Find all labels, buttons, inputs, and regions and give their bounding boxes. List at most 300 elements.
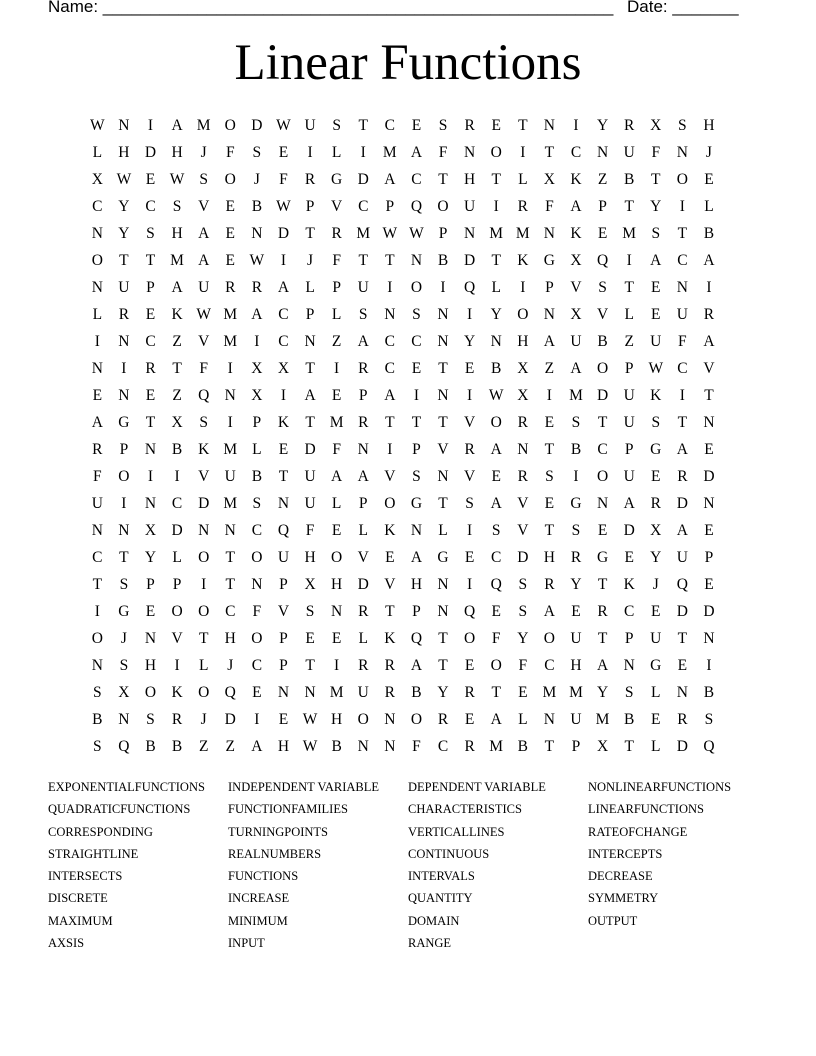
grid-letter: C <box>145 333 156 350</box>
grid-letter: I <box>626 252 632 269</box>
grid-letter: K <box>650 387 662 404</box>
grid-letter: U <box>570 333 582 350</box>
grid-letter: L <box>305 279 315 296</box>
grid-letter: E <box>544 414 555 431</box>
grid-letter: C <box>624 603 635 620</box>
grid-letter: E <box>491 468 501 485</box>
grid-letter: S <box>412 468 421 485</box>
grid-letter: S <box>92 738 102 755</box>
grid-letter: A <box>251 306 263 323</box>
grid-letter: C <box>384 360 395 377</box>
grid-letter: D <box>144 144 157 161</box>
grid-letter: T <box>119 252 129 269</box>
grid-letter: R <box>358 657 369 674</box>
grid-letter: I <box>520 279 526 296</box>
grid-letter: K <box>171 684 183 701</box>
grid-letter: C <box>491 549 502 566</box>
grid-letter: T <box>305 360 315 377</box>
grid-letter: A <box>623 495 635 512</box>
grid-letter: M <box>223 333 238 350</box>
grid-letter: R <box>384 657 395 674</box>
grid-letter: P <box>598 198 607 215</box>
grid-letter: T <box>624 738 634 755</box>
grid-letter: N <box>703 495 715 512</box>
grid-letter: K <box>517 252 529 269</box>
grid-letter: T <box>544 522 555 539</box>
grid-letter: N <box>703 630 715 647</box>
grid-letter: N <box>251 225 263 242</box>
grid-letter: O <box>464 630 476 647</box>
word-list-item: INPUT <box>228 936 265 951</box>
grid-letter: Z <box>172 333 182 350</box>
word-list-item: OUTPUT <box>588 913 638 928</box>
grid-letter: G <box>331 171 343 188</box>
grid-letter: P <box>412 603 421 620</box>
grid-row <box>84 382 744 409</box>
grid-letter: Q <box>410 198 423 215</box>
grid-letter: V <box>198 198 210 215</box>
grid-letter: I <box>573 468 579 485</box>
grid-letter: D <box>277 225 290 242</box>
grid-letter: V <box>277 603 290 620</box>
grid-letter: A <box>198 225 210 242</box>
grid-letter: E <box>385 549 395 566</box>
grid-letter: W <box>302 738 318 755</box>
grid-letter: S <box>704 711 714 728</box>
grid-letter: T <box>438 657 448 674</box>
grid-letter: W <box>648 360 664 377</box>
grid-letter: I <box>307 144 313 161</box>
grid-letter: C <box>597 441 608 458</box>
grid-letter: X <box>277 360 290 377</box>
grid-letter: H <box>331 576 343 593</box>
grid-letter: N <box>118 117 130 134</box>
grid-row <box>84 652 744 679</box>
grid-letter: C <box>145 198 156 215</box>
grid-letter: I <box>94 603 100 620</box>
grid-letter: N <box>251 576 263 593</box>
grid-letter: U <box>118 279 130 296</box>
grid-letter: E <box>651 711 661 728</box>
grid-letter: E <box>411 117 422 134</box>
grid-letter: Q <box>118 738 130 755</box>
grid-letter: P <box>571 738 581 755</box>
grid-letter: P <box>332 279 341 296</box>
grid-letter: M <box>329 684 344 701</box>
grid-letter: I <box>440 279 446 296</box>
grid-letter: D <box>171 522 183 539</box>
grid-letter: F <box>518 657 528 674</box>
grid-letter: E <box>252 684 262 701</box>
grid-letter: I <box>387 441 393 458</box>
grid-letter: B <box>437 252 449 269</box>
grid-letter: T <box>438 171 448 188</box>
grid-letter: M <box>356 225 371 242</box>
grid-letter: P <box>146 576 155 593</box>
grid-letter: P <box>305 198 315 215</box>
word-list-item: FUNCTIONS <box>228 869 299 884</box>
word-list-item: MAXIMUM <box>48 913 113 928</box>
grid-letter: N <box>596 144 609 161</box>
grid-letter: I <box>467 387 473 404</box>
grid-letter: C <box>358 198 369 215</box>
grid-letter: R <box>624 117 635 134</box>
grid-letter: E <box>278 711 289 728</box>
grid-letter: C <box>544 657 555 674</box>
grid-letter: F <box>305 522 315 539</box>
grid-letter: P <box>624 360 634 377</box>
grid-letter: A <box>304 387 316 404</box>
grid-letter: Y <box>118 198 130 215</box>
grid-letter: O <box>251 630 263 647</box>
grid-letter: S <box>598 279 607 296</box>
grid-letter: T <box>92 576 103 593</box>
grid-letter: X <box>91 171 103 188</box>
grid-letter: A <box>384 387 396 404</box>
grid-letter: M <box>595 711 610 728</box>
grid-letter: T <box>172 360 182 377</box>
grid-letter: R <box>464 684 475 701</box>
grid-letter: A <box>543 603 555 620</box>
grid-letter: N <box>676 684 688 701</box>
grid-letter: E <box>225 225 235 242</box>
word-list-item: INDEPENDENT VARIABLE <box>228 780 380 794</box>
word-list-item: INTERSECTS <box>48 869 123 884</box>
grid-letter: N <box>277 684 290 701</box>
grid-letter: A <box>410 144 423 161</box>
grid-letter: S <box>199 414 208 431</box>
grid-letter: P <box>279 630 288 647</box>
grid-letter: Y <box>570 576 582 593</box>
grid-letter: L <box>651 684 661 701</box>
grid-letter: A <box>543 333 555 350</box>
grid-letter: N <box>437 306 449 323</box>
grid-letter: W <box>302 711 318 728</box>
grid-letter: S <box>332 117 341 134</box>
grid-letter: L <box>358 522 368 539</box>
grid-letter: Q <box>410 630 423 647</box>
grid-letter: N <box>118 333 130 350</box>
grid-letter: Y <box>490 306 502 323</box>
grid-row <box>84 436 744 463</box>
grid-letter: R <box>517 414 528 431</box>
grid-letter: S <box>545 468 554 485</box>
grid-letter: G <box>570 495 582 512</box>
grid-letter: R <box>171 711 183 728</box>
grid-letter: V <box>437 441 449 458</box>
grid-letter: U <box>623 414 635 431</box>
grid-letter: E <box>597 225 608 242</box>
grid-letter: D <box>703 468 715 485</box>
grid-letter: S <box>491 522 501 539</box>
grid-letter: N <box>91 279 103 296</box>
grid-letter: N <box>331 603 343 620</box>
grid-letter: A <box>410 657 423 674</box>
grid-letter: I <box>360 144 366 161</box>
grid-letter: E <box>411 360 422 377</box>
grid-letter: V <box>464 468 476 485</box>
grid-letter: U <box>650 630 662 647</box>
grid-letter: T <box>677 630 688 647</box>
word-list-item: CONTINUOUS <box>408 846 490 861</box>
grid-letter: M <box>569 387 583 404</box>
grid-letter: R <box>544 576 555 593</box>
grid-letter: I <box>546 387 552 404</box>
grid-letter: K <box>384 630 396 647</box>
grid-letter: B <box>597 333 608 350</box>
grid-letter: I <box>227 360 233 377</box>
grid-letter: O <box>224 171 236 188</box>
grid-row <box>84 598 744 625</box>
grid-letter: E <box>278 441 289 458</box>
grid-letter: I <box>706 279 712 296</box>
grid-letter: I <box>573 117 579 134</box>
grid-letter: D <box>676 495 688 512</box>
grid-letter: I <box>493 198 499 215</box>
grid-letter: S <box>119 576 129 593</box>
grid-letter: O <box>357 711 369 728</box>
grid-letter: I <box>706 657 712 674</box>
grid-letter: O <box>198 603 210 620</box>
grid-letter: H <box>570 657 582 674</box>
grid-letter: E <box>331 630 342 647</box>
grid-letter: S <box>465 495 474 512</box>
grid-letter: E <box>464 711 475 728</box>
grid-letter: V <box>384 468 396 485</box>
grid-letter: U <box>304 495 316 512</box>
grid-letter: O <box>490 144 502 161</box>
grid-letter: T <box>385 603 395 620</box>
grid-letter: E <box>145 171 156 188</box>
grid-letter: W <box>409 225 424 242</box>
grid-letter: A <box>171 117 183 134</box>
grid-letter: P <box>146 279 155 296</box>
grid-letter: H <box>331 711 343 728</box>
grid-letter: N <box>118 387 130 404</box>
grid-letter: M <box>223 441 238 458</box>
grid-letter: N <box>277 495 290 512</box>
grid-letter: E <box>491 117 501 134</box>
word-list-item: TURNINGPOINTS <box>228 824 328 839</box>
grid-letter: T <box>119 549 129 566</box>
grid-letter: X <box>596 738 609 755</box>
grid-letter: P <box>119 441 129 458</box>
grid-letter: D <box>304 441 316 458</box>
grid-letter: O <box>596 468 609 485</box>
grid-letter: M <box>515 225 530 242</box>
grid-letter: T <box>385 414 395 431</box>
grid-letter: U <box>357 279 369 296</box>
grid-letter: A <box>676 522 688 539</box>
grid-letter: G <box>650 657 662 674</box>
grid-letter: C <box>225 603 236 620</box>
grid-letter: N <box>357 738 369 755</box>
grid-letter: N <box>410 522 423 539</box>
grid-letter: N <box>543 306 555 323</box>
grid-letter: R <box>517 198 528 215</box>
grid-letter: O <box>251 549 263 566</box>
grid-letter: C <box>677 360 688 377</box>
grid-letter: X <box>650 522 662 539</box>
grid-letter: P <box>305 306 315 323</box>
grid-letter: B <box>251 468 263 485</box>
grid-letter: M <box>489 738 504 755</box>
grid-letter: J <box>705 144 712 161</box>
grid-letter: N <box>224 522 236 539</box>
grid-letter: I <box>334 657 340 674</box>
grid-letter: N <box>437 468 449 485</box>
grid-letter: R <box>251 279 263 296</box>
grid-letter: C <box>92 549 103 566</box>
grid-letter: L <box>198 657 209 674</box>
grid-letter: N <box>543 117 555 134</box>
grid-letter: N <box>517 441 529 458</box>
grid-letter: N <box>144 495 157 512</box>
grid-letter: P <box>624 630 634 647</box>
grid-letter: I <box>254 333 260 350</box>
grid-letter: V <box>517 522 529 539</box>
grid-letter: M <box>223 306 238 323</box>
grid-letter: V <box>198 333 210 350</box>
grid-row <box>84 463 744 490</box>
grid-letter: X <box>517 387 529 404</box>
grid-letter: C <box>171 495 183 512</box>
grid-letter: R <box>570 549 582 566</box>
grid-letter: R <box>464 738 475 755</box>
grid-letter: A <box>703 333 715 350</box>
grid-letter: R <box>464 117 475 134</box>
grid-letter: T <box>624 198 634 215</box>
grid-letter: Q <box>596 252 609 269</box>
grid-letter: Z <box>331 333 342 350</box>
grid-letter: A <box>596 657 609 674</box>
grid-letter: L <box>624 306 634 323</box>
grid-letter: C <box>251 657 263 674</box>
grid-letter: E <box>677 657 688 674</box>
grid-letter: U <box>304 117 316 134</box>
grid-letter: T <box>677 225 688 242</box>
grid-letter: L <box>252 441 262 458</box>
grid-letter: R <box>358 603 369 620</box>
grid-letter: J <box>200 144 207 161</box>
grid-letter: X <box>517 360 529 377</box>
grid-letter: O <box>543 630 555 647</box>
grid-letter: N <box>198 522 210 539</box>
grid-row <box>84 517 744 544</box>
grid-letter: U <box>623 144 635 161</box>
grid-letter: B <box>411 684 422 701</box>
grid-letter: N <box>384 306 396 323</box>
grid-letter: W <box>89 117 105 134</box>
grid-letter: H <box>543 549 555 566</box>
grid-letter: H <box>410 576 423 593</box>
grid-letter: U <box>357 684 369 701</box>
word-list-item: NONLINEARFUNCTIONS <box>588 780 732 794</box>
grid-letter: S <box>571 414 581 431</box>
letter-grid <box>84 112 744 760</box>
grid-letter: F <box>678 333 687 350</box>
grid-letter: T <box>198 630 209 647</box>
grid-letter: X <box>251 387 263 404</box>
grid-letter: P <box>385 198 395 215</box>
grid-letter: Y <box>437 684 449 701</box>
grid-letter: A <box>490 711 502 728</box>
grid-letter: I <box>147 468 154 485</box>
grid-letter: L <box>358 630 368 647</box>
grid-letter: E <box>651 603 661 620</box>
grid-letter: A <box>650 252 662 269</box>
grid-letter: N <box>437 387 449 404</box>
grid-letter: U <box>464 198 476 215</box>
grid-letter: U <box>676 306 688 323</box>
grid-letter: C <box>278 306 289 323</box>
word-list-item: MINIMUM <box>228 913 288 928</box>
grid-letter: L <box>518 711 528 728</box>
grid-row <box>84 220 744 247</box>
grid-letter: D <box>224 711 236 728</box>
grid-letter: T <box>305 414 315 431</box>
grid-letter: S <box>518 603 528 620</box>
grid-letter: I <box>201 576 207 593</box>
grid-letter: O <box>490 414 502 431</box>
grid-row <box>84 409 744 436</box>
grid-letter: R <box>517 468 528 485</box>
grid-letter: Z <box>172 387 182 404</box>
grid-letter: N <box>224 387 236 404</box>
grid-letter: J <box>227 657 234 674</box>
grid-letter: S <box>199 171 208 188</box>
grid-letter: C <box>384 333 395 350</box>
grid-letter: P <box>412 441 421 458</box>
grid-letter: Y <box>596 684 609 701</box>
grid-letter: D <box>596 387 609 404</box>
grid-letter: M <box>489 225 504 242</box>
grid-letter: Z <box>544 360 555 377</box>
grid-letter: E <box>704 441 714 458</box>
grid-letter: Y <box>118 225 130 242</box>
grid-letter: X <box>251 360 263 377</box>
grid-letter: F <box>332 252 341 269</box>
grid-letter: D <box>703 603 715 620</box>
grid-letter: N <box>91 657 103 674</box>
grid-letter: T <box>305 225 315 242</box>
grid-letter: T <box>358 252 368 269</box>
grid-letter: Z <box>225 738 235 755</box>
grid-letter: O <box>144 684 157 701</box>
grid-letter: H <box>118 144 130 161</box>
grid-letter: M <box>542 684 557 701</box>
grid-letter: W <box>169 171 185 188</box>
grid-letter: L <box>331 144 342 161</box>
grid-letter: O <box>517 306 529 323</box>
grid-letter: I <box>174 657 180 674</box>
grid-letter: T <box>278 468 289 485</box>
word-list-item: EXPONENTIALFUNCTIONS <box>48 780 205 794</box>
grid-letter: X <box>650 117 662 134</box>
word-list-item: AXSIS <box>48 936 85 951</box>
grid-letter: M <box>329 414 344 431</box>
word-list-item: CORRESPONDING <box>48 824 153 839</box>
grid-letter: R <box>358 414 369 431</box>
grid-letter: T <box>651 171 661 188</box>
grid-letter: T <box>305 657 315 674</box>
grid-letter: S <box>252 495 262 512</box>
grid-letter: L <box>172 549 182 566</box>
grid-letter: F <box>491 630 501 647</box>
grid-row <box>84 301 744 328</box>
grid-letter: W <box>382 225 398 242</box>
grid-letter: P <box>358 387 368 404</box>
